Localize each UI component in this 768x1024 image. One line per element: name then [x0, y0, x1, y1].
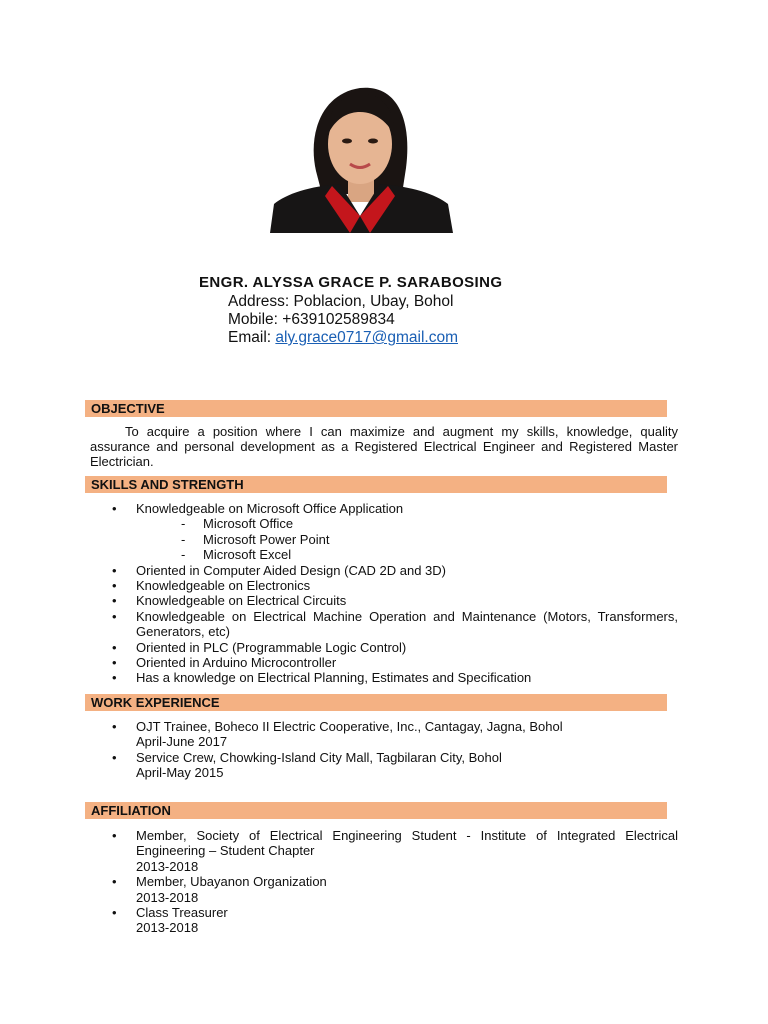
bullet-icon: • — [112, 593, 117, 609]
office-sublist — [136, 516, 678, 562]
section-bar-objective — [85, 400, 667, 417]
address-label: Address: — [228, 293, 290, 310]
list-item: • Member, Society of Electrical Engineering Student - Institute of Integrated Electrical Engineering – Student Chapter 2013-2018 — [112, 828, 678, 874]
affiliation-date: 2013-2018 — [136, 920, 199, 936]
section-bar-skills — [85, 476, 667, 493]
sub-list-item: - Microsoft Office — [181, 516, 294, 532]
objective-text: To acquire a position where I can maximize and augment my skills, knowledge, quality assurance and personal development as a Registered Electrical Engineer and Registered Master Electrician. — [90, 424, 678, 469]
address-value: Poblacion, Ubay, Bohol — [293, 293, 454, 310]
affiliation-list — [90, 828, 678, 936]
list-item: • Knowledgeable on Electrical Circuits — [112, 593, 347, 609]
bullet-icon: • — [112, 562, 117, 578]
list-item: • Class Treasurer 2013-2018 — [90, 905, 678, 936]
bullet-icon: • — [112, 905, 117, 921]
contact-mobile — [228, 311, 502, 329]
list-item: • Knowledgeable on Microsoft Office Application - Microsoft Office - Microsoft Power Point - Microsoft Excel — [90, 501, 678, 563]
bullet-icon: • — [112, 719, 117, 734]
profile-photo — [270, 76, 453, 233]
section-title-affiliation: AFFILIATION — [91, 803, 171, 818]
bullet-icon: • — [112, 749, 117, 765]
bullet-icon: • — [112, 670, 117, 686]
dash-icon: - — [181, 547, 186, 563]
list-item: • Member, Ubayanon Organization 2013-2018 — [90, 874, 678, 905]
dash-icon: - — [181, 516, 186, 532]
contact-address — [228, 293, 502, 311]
section-bar-work — [85, 694, 667, 711]
list-item: • Has a knowledge on Electrical Planning, Estimates and Specification — [112, 670, 532, 686]
dash-icon: - — [181, 531, 186, 547]
section-title-skills: SKILLS AND STRENGTH — [91, 477, 244, 492]
bullet-icon: • — [112, 874, 117, 890]
email-link[interactable]: aly.grace0717@gmail.com — [275, 329, 458, 346]
bullet-icon: • — [112, 608, 117, 624]
resume-header — [199, 273, 502, 347]
bullet-icon: • — [112, 501, 117, 516]
profile-photo-illustration — [270, 76, 453, 233]
contact-email — [228, 329, 502, 347]
bullet-icon: • — [112, 655, 117, 671]
objective-paragraph — [90, 424, 678, 469]
affiliation-date: 2013-2018 — [136, 858, 199, 874]
list-item: • Oriented in Arduino Microcontroller — [112, 655, 337, 671]
bullet-icon: • — [112, 828, 117, 843]
list-item: • Knowledgeable on Electrical Machine Operation and Maintenance (Motors, Transformers, Generators, etc) — [112, 608, 678, 640]
list-item: • OJT Trainee, Boheco II Electric Cooperative, Inc., Cantagay, Jagna, Bohol April-June 2017 — [90, 719, 678, 750]
applicant-name: ENGR. ALYSSA GRACE P. SARABOSING — [199, 274, 503, 291]
bullet-icon: • — [112, 578, 117, 594]
section-bar-affiliation — [85, 802, 667, 819]
sub-list-item: - Microsoft Power Point — [181, 531, 330, 547]
work-date: April-May 2015 — [136, 765, 224, 781]
bullet-icon: • — [112, 639, 117, 655]
list-item: • Oriented in Computer Aided Design (CAD 2D and 3D) — [112, 562, 446, 578]
mobile-value: +639102589834 — [282, 311, 395, 328]
email-label: Email: — [228, 329, 272, 346]
work-list — [90, 719, 678, 781]
skills-list — [90, 501, 678, 686]
list-item: • Knowledgeable on Electronics — [112, 578, 311, 594]
affiliation-date: 2013-2018 — [136, 889, 199, 905]
work-date: April-June 2017 — [136, 734, 228, 750]
list-item: • Service Crew, Chowking-Island City Mall, Tagbilaran City, Bohol April-May 2015 — [90, 750, 678, 781]
section-title-work: WORK EXPERIENCE — [91, 695, 220, 710]
list-item: • Oriented in PLC (Programmable Logic Control) — [112, 639, 407, 655]
mobile-label: Mobile: — [228, 311, 278, 328]
sub-list-item: - Microsoft Excel — [181, 547, 292, 563]
section-title-objective: OBJECTIVE — [91, 401, 165, 416]
